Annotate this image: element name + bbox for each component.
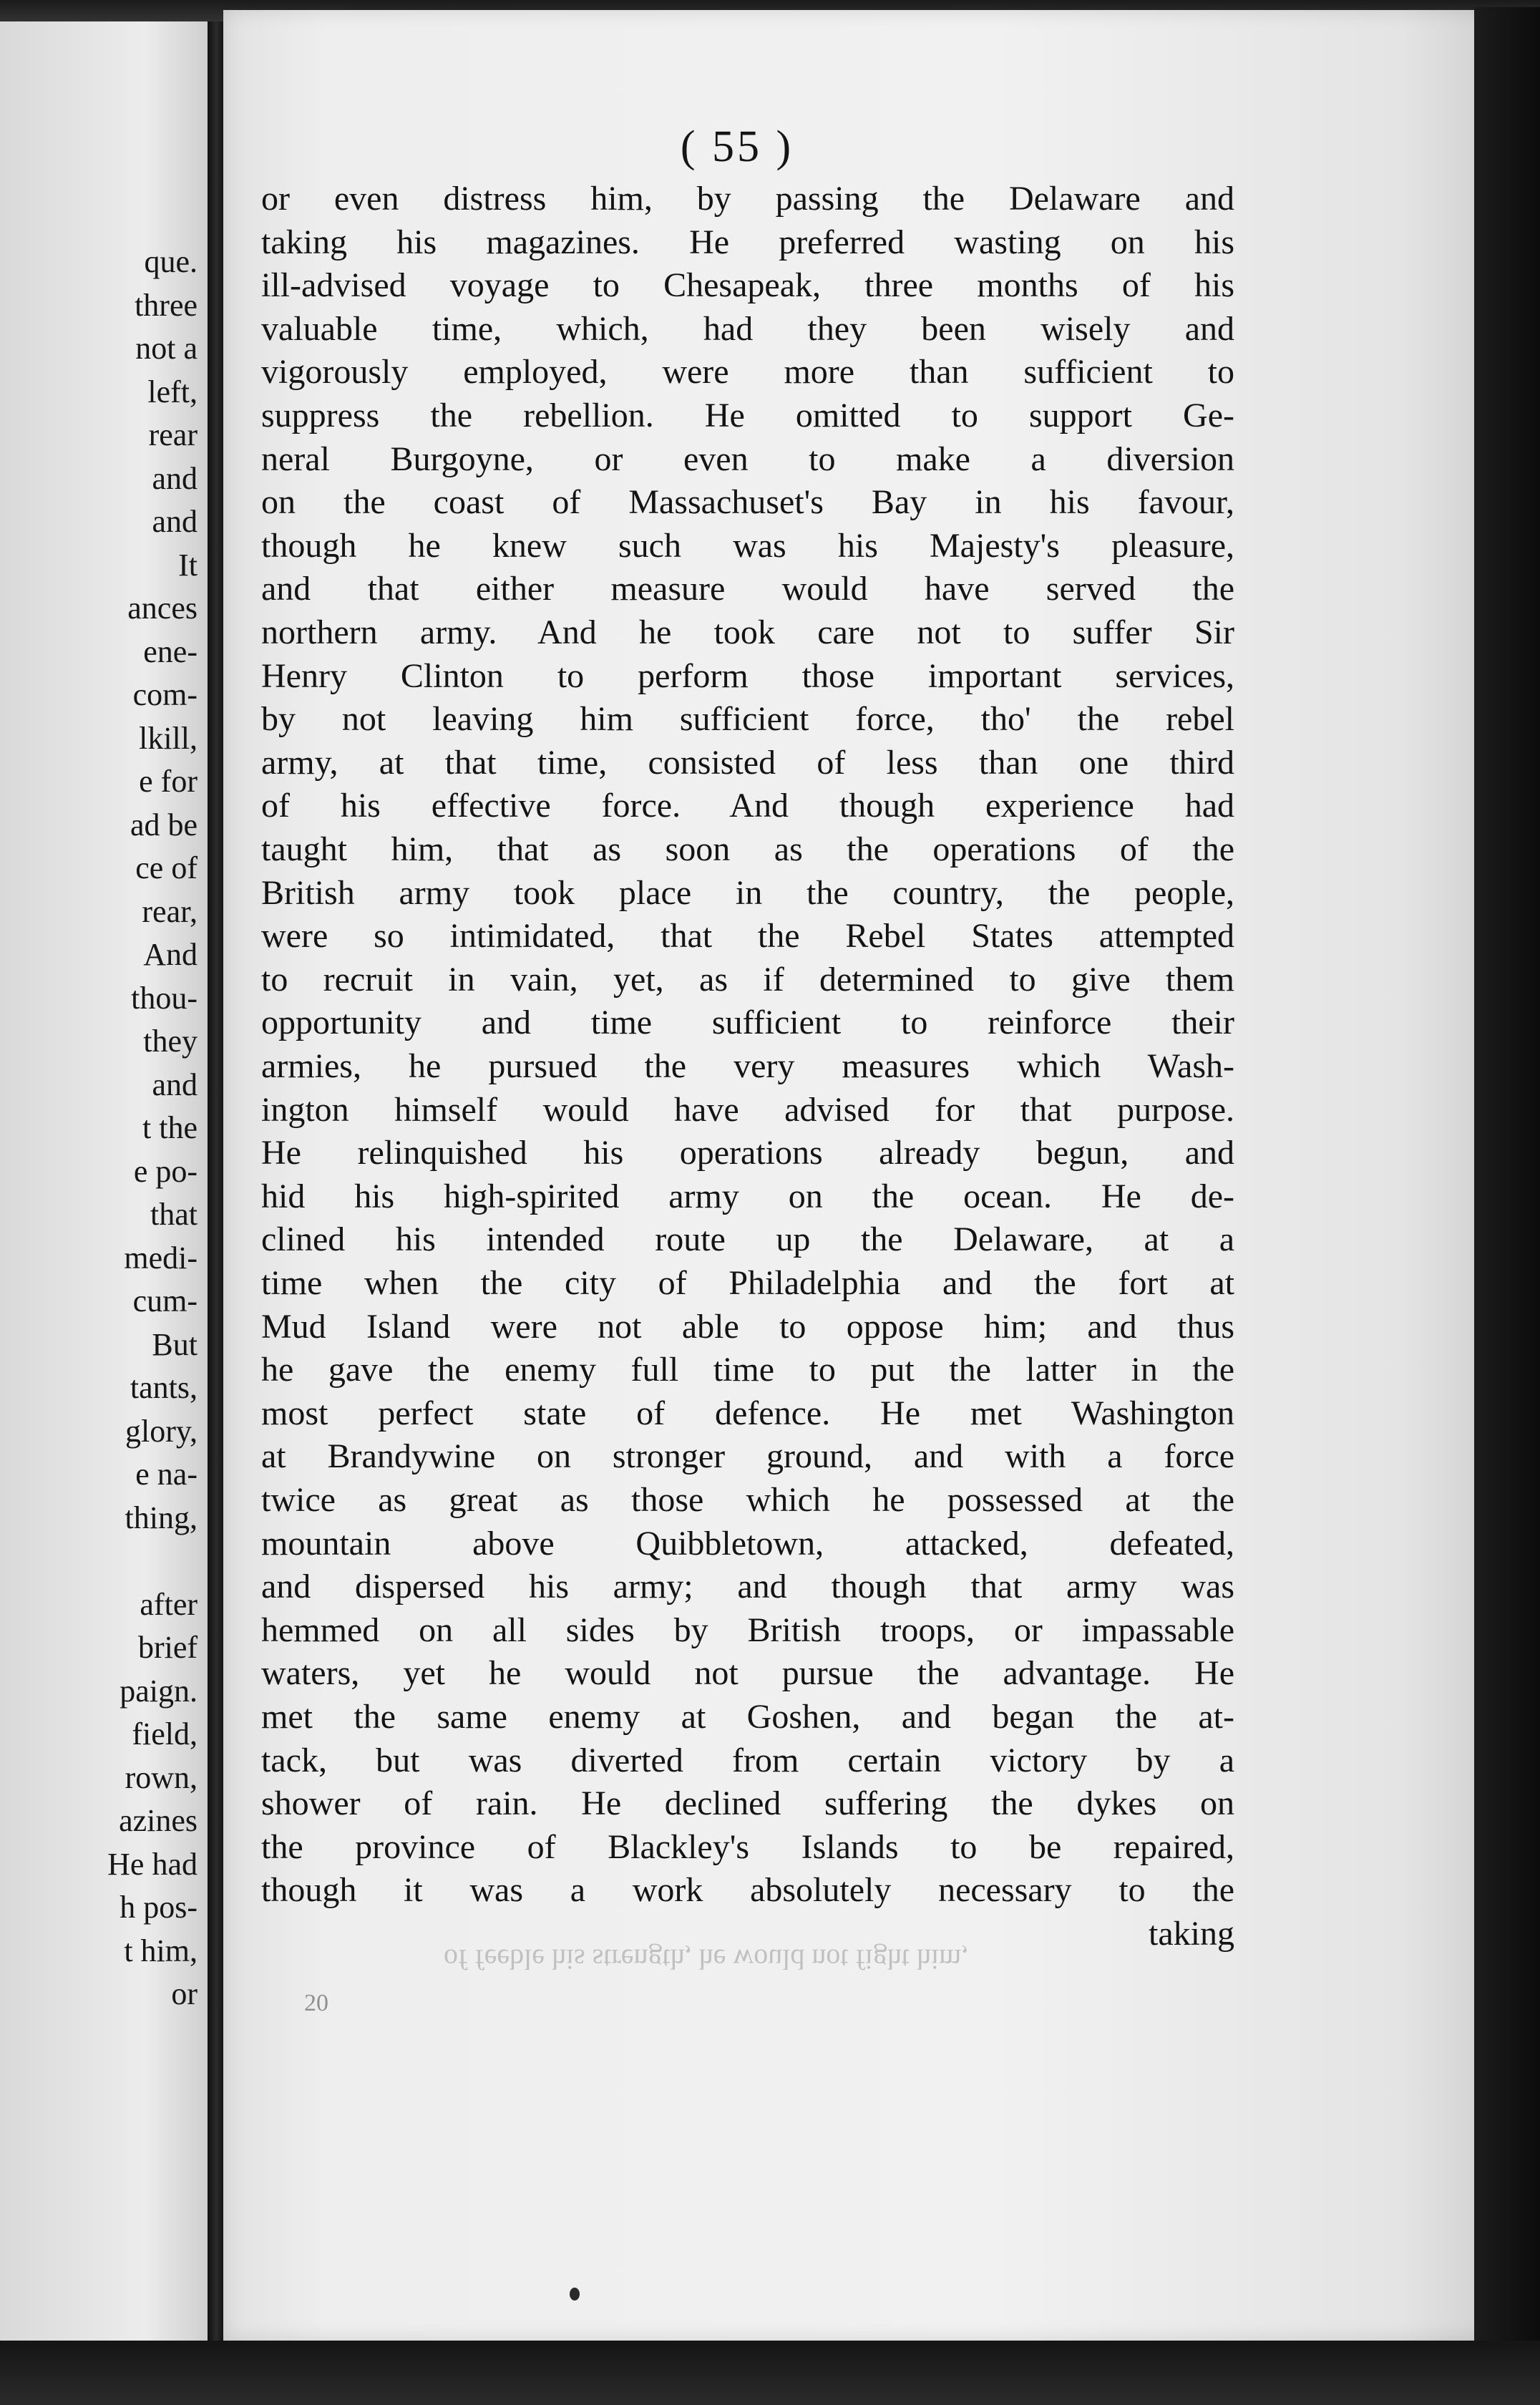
text-line: British army took place in the country, the people, [261, 873, 1234, 912]
text-line: were so intimidated, that the Rebel States attempted [261, 917, 1234, 956]
prev-page-line: rear [148, 417, 198, 452]
text-line: taking [1149, 1915, 1234, 1953]
prev-page-line: azines [119, 1803, 198, 1838]
text-line: of his effective force. And though experience had [261, 787, 1234, 825]
prev-page-line: ances [127, 591, 198, 626]
page-edge-shadow [1474, 7, 1540, 2369]
prev-page-line: medi- [124, 1240, 198, 1276]
text-line: taking his magazines. He preferred wasting on his [261, 223, 1234, 261]
text-line: mountain above Quibbletown, attacked, defeated, [261, 1524, 1234, 1563]
text-line: ill-advised voyage to Chesapeak, three months of his [261, 266, 1234, 305]
prev-page-line: they [143, 1024, 198, 1059]
text-line: armies, he pursued the very measures which Wash- [261, 1047, 1234, 1085]
text-line: to recruit in vain, yet, as if determined to give them [261, 960, 1234, 999]
book-gutter [208, 21, 225, 2341]
text-line: most perfect state of defence. He met Washington [261, 1394, 1234, 1432]
prev-page-line: tants, [130, 1370, 198, 1405]
prev-page-line: h pos- [120, 1890, 198, 1925]
prev-page-line: But [152, 1326, 198, 1362]
prev-page-line: and [152, 460, 198, 496]
text-line: vigorously employed, were more than sufficient to [261, 353, 1234, 392]
page-number: ( 55 ) [680, 122, 794, 171]
text-line: and that either measure would have served the [261, 570, 1234, 608]
previous-page-strip [0, 21, 208, 2341]
text-line: tack, but was diverted from certain victory by a [261, 1741, 1234, 1779]
text-line: Mud Island were not able to oppose him; and thus [261, 1307, 1234, 1346]
prev-page-line: t him, [124, 1933, 198, 1968]
prev-page-line: And [143, 937, 198, 972]
ink-spot [570, 2288, 580, 2300]
text-line: neral Burgoyne, or even to make a diversion [261, 439, 1234, 478]
prev-page-line: brief [137, 1630, 198, 1665]
text-line: time when the city of Philadelphia and the fort at [261, 1264, 1234, 1302]
prev-page-line: thou- [131, 980, 198, 1016]
prev-page-line: cum- [132, 1283, 198, 1318]
text-line: Henry Clinton to perform those important services, [261, 656, 1234, 695]
prev-page-line: que. [144, 244, 198, 279]
text-line: by not leaving him sufficient force, tho' the rebel [261, 700, 1234, 739]
prev-page-line: ce of [135, 850, 198, 885]
text-line: the province of Blackley's Islands to be repaired, [261, 1827, 1234, 1866]
text-line: and dispersed his army; and though that army was [261, 1568, 1234, 1606]
prev-page-line: and [152, 1067, 198, 1102]
text-line: valuable time, which, had they been wisely and [261, 309, 1234, 348]
text-line: met the same enemy at Goshen, and began the at- [261, 1698, 1234, 1736]
prev-page-line: e na- [135, 1457, 198, 1492]
text-line: opportunity and time sufficient to reinforce their [261, 1004, 1234, 1042]
prev-page-line: It [178, 547, 198, 583]
prev-page-line: thing, [125, 1500, 198, 1535]
prev-page-line: He had [107, 1846, 198, 1882]
text-line: hemmed on all sides by British troops, or impassable [261, 1610, 1234, 1649]
text-line: though it was a work absolutely necessary to the [261, 1871, 1234, 1910]
prev-page-line: t the [142, 1110, 198, 1145]
text-line: on the coast of Massachuset's Bay in his favour, [261, 483, 1234, 522]
prev-page-line: and [152, 504, 198, 539]
prev-page-line: field, [132, 1716, 198, 1751]
text-line: northern army. And he took care not to suffer Sir [261, 613, 1234, 651]
text-line: shower of rain. He declined suffering the dykes on [261, 1784, 1234, 1823]
prev-page-line: e for [139, 764, 198, 799]
text-line: waters, yet he would not pursue the advantage. He [261, 1654, 1234, 1693]
text-line: though he knew such was his Majesty's pleasure, [261, 526, 1234, 565]
prev-page-line: or [171, 1976, 198, 2011]
prev-page-line: glory, [125, 1413, 198, 1449]
bleed-through-text: of feeble his strength, he would not fight him, [444, 1943, 969, 1976]
prev-page-line: three [135, 287, 198, 323]
prev-page-line: left, [147, 374, 198, 409]
text-line: or even distress him, by passing the Delaware and [261, 180, 1234, 218]
prev-page-line: that [150, 1197, 198, 1232]
prev-page-line: lkill, [139, 720, 198, 756]
text-line: suppress the rebellion. He omitted to support Ge- [261, 397, 1234, 434]
text-line: hid his high-spirited army on the ocean. He de- [261, 1177, 1234, 1215]
text-line: army, at that time, consisted of less than one third [261, 743, 1234, 782]
text-line: twice as great as those which he possessed at the [261, 1481, 1234, 1519]
text-line: ington himself would have advised for that purpose. [261, 1090, 1234, 1129]
prev-page-line: ad be [130, 807, 198, 842]
prev-page-line: com- [132, 677, 198, 712]
text-line: at Brandywine on stronger ground, and with a force [261, 1437, 1234, 1476]
text-line: taught him, that as soon as the operations of the [261, 830, 1234, 868]
text-line: he gave the enemy full time to put the latter in the [261, 1351, 1234, 1389]
prev-page-line: paign. [120, 1673, 198, 1709]
text-line: He relinquished his operations already begun, and [261, 1134, 1234, 1172]
prev-page-line: ene- [143, 633, 198, 669]
scan-bottom-edge [0, 2341, 1540, 2405]
prev-page-line: rear, [142, 893, 198, 929]
prev-page-line: after [140, 1586, 198, 1622]
text-line: clined his intended route up the Delaware, at a [261, 1220, 1234, 1259]
prev-page-line: rown, [125, 1759, 198, 1795]
page-mark: 20 [304, 1990, 328, 2016]
prev-page-line: not a [135, 331, 198, 366]
prev-page-line: e po- [133, 1153, 198, 1189]
